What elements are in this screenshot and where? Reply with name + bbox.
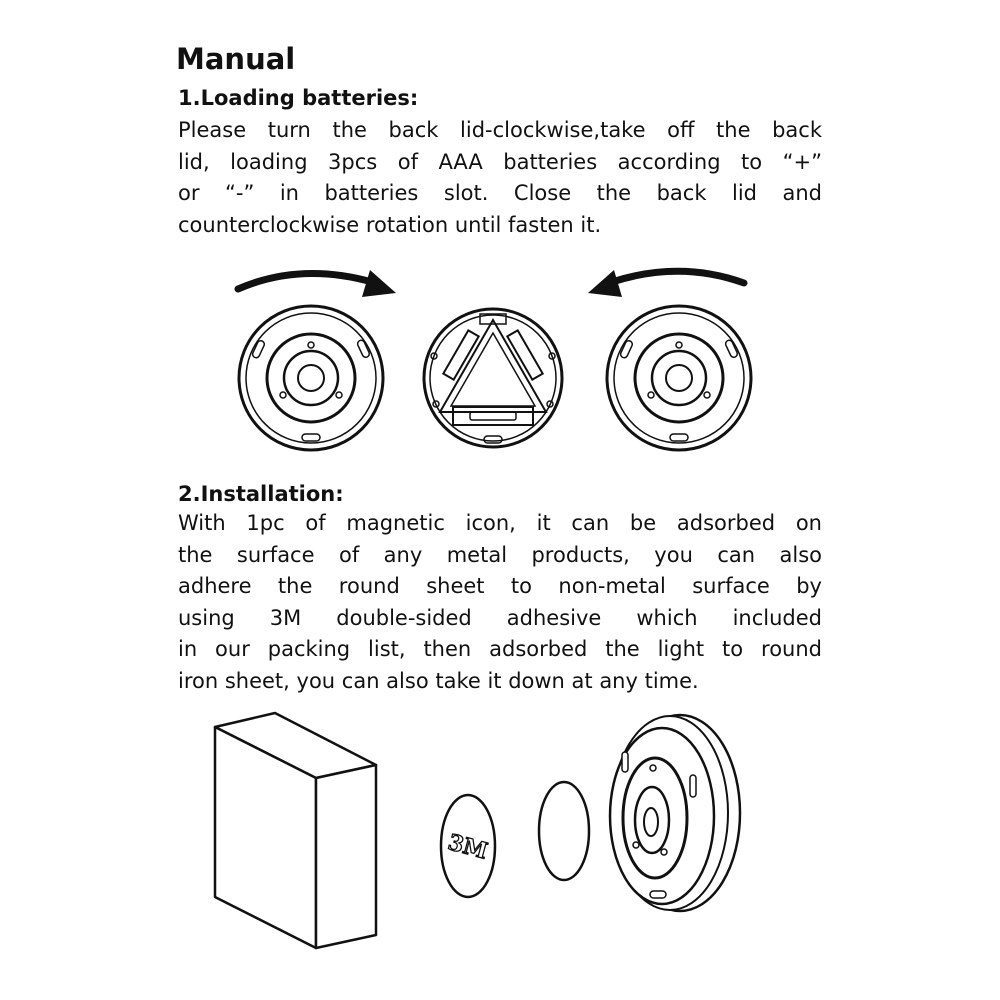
counterclockwise-arrow-icon	[588, 270, 744, 297]
page-title: Manual	[176, 42, 296, 76]
paragraph-line: using 3M double-sided adhesive which included	[178, 605, 822, 630]
paragraph-loading-batteries	[178, 115, 822, 241]
paragraph-line: counterclockwise rotation until fasten it.	[178, 212, 602, 237]
sticker-label: 3M	[445, 829, 491, 865]
paragraph-line: lid, loading 3pcs of AAA batteries according to “+”	[178, 149, 822, 174]
paragraph-installation	[178, 508, 822, 697]
section-heading-installation: 2.Installation:	[178, 482, 344, 506]
paragraph-line: With 1pc of magnetic icon, it can be adsorbed on	[178, 511, 822, 535]
adhesive-sticker-3m-icon	[441, 795, 495, 897]
paragraph-line: in our packing list, then adsorbed the light to round	[178, 637, 822, 661]
battery-compartment-icon	[424, 309, 562, 447]
paragraph-line: iron sheet, you can also take it down at any time.	[178, 668, 699, 693]
back-lid-closed-icon	[239, 306, 383, 450]
clockwise-arrow-icon	[238, 270, 396, 297]
paragraph-line: adhere the round sheet to non-metal surface by	[178, 574, 822, 598]
iron-sheet-icon	[539, 782, 589, 880]
paragraph-line: the surface of any metal products, you can also	[178, 542, 822, 567]
battery-loading-figure	[0, 255, 1000, 470]
paragraph-line: or “-” in batteries slot. Close the back lid and	[178, 181, 822, 205]
metal-box-icon	[215, 713, 376, 948]
section-heading-loading-batteries: 1.Loading batteries:	[178, 86, 419, 110]
installation-figure	[0, 705, 1000, 965]
puck-light-icon	[610, 715, 740, 911]
back-lid-closed-icon	[607, 306, 751, 450]
paragraph-line: Please turn the back lid-clockwise,take off the back	[178, 118, 822, 142]
